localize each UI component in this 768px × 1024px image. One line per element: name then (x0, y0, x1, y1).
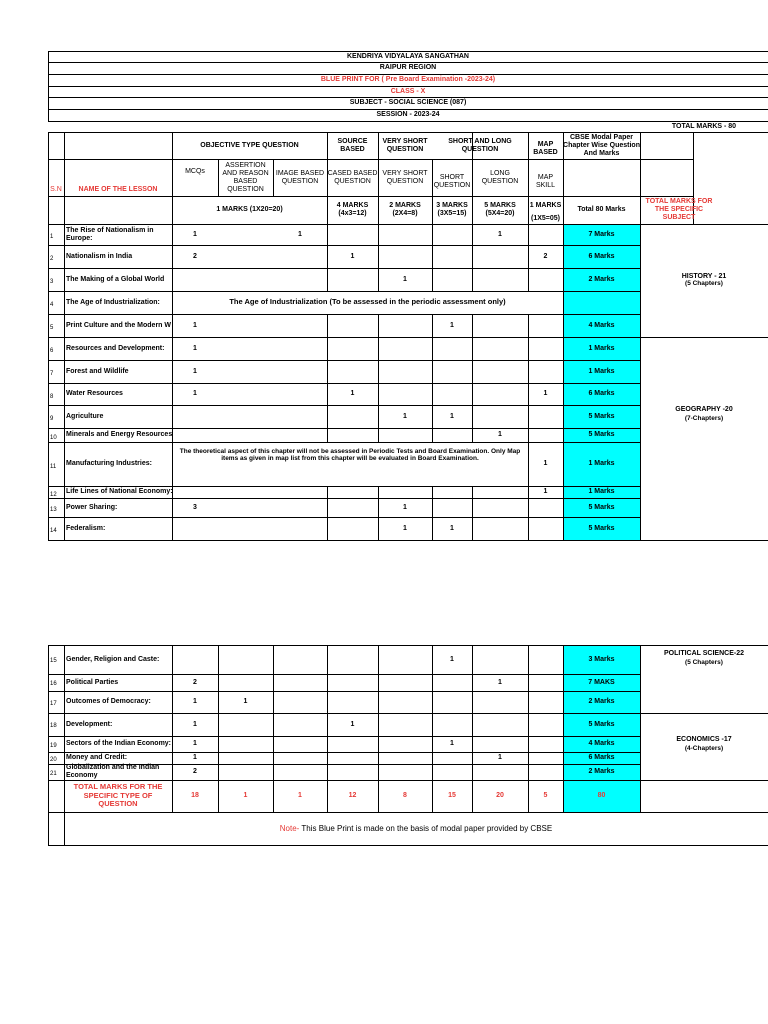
row-mcq-value (172, 224, 218, 245)
row-long-value (472, 428, 528, 442)
row-cased-value (327, 383, 378, 405)
row-sn-value: 5 (50, 325, 54, 331)
row-mcq-value-value: 1 (193, 321, 197, 329)
row-lesson (64, 314, 174, 337)
totals-value-value: 80 (597, 792, 606, 799)
header-region (48, 62, 768, 74)
col-marks2-value: 2 MARKS (2X4=8) (389, 202, 421, 217)
totals-value (528, 780, 563, 812)
footer-note-text: This Blue Print is made on the basis of modal paper provided by CBSE (299, 823, 553, 833)
col-image (273, 159, 327, 196)
row-mcq-value (172, 498, 218, 517)
row-total-value: 5 Marks (588, 503, 615, 511)
row-total (563, 268, 640, 291)
col-marks1map-sub-value: (1X5=05) (531, 215, 560, 222)
row-long-value-value: 1 (498, 431, 502, 438)
row-sn-value: 8 (50, 393, 54, 400)
row-map-value-value: 1 (543, 488, 548, 495)
subject-history-sub (640, 276, 768, 292)
totals-label (64, 780, 172, 812)
row-lesson-value: Money and Credit: (66, 754, 128, 761)
totals-value-value: 15 (448, 792, 456, 799)
col-marks5-value: 5 MARKS (5X4=20) (484, 202, 516, 217)
row-short-value-value: 1 (450, 321, 454, 329)
row-lesson-value: The Making of a Global World (66, 275, 165, 283)
row-mcq-value-value: 1 (193, 344, 197, 352)
row-sn-value: 1 (50, 234, 54, 240)
col-short-long-value: SHORT AND LONG QUESTION (448, 137, 512, 153)
row-total (563, 486, 640, 498)
row-total-value: 2 Marks (588, 698, 615, 705)
row-cased-value-value: 1 (350, 720, 355, 728)
col-objective (172, 132, 327, 159)
row-vs-value-value: 1 (403, 275, 407, 283)
col-line (640, 645, 641, 813)
row-total-value: 2 Marks (588, 275, 615, 283)
col-long-value: LONG QUESTION (481, 169, 519, 185)
row-mcq-value-value: 1 (193, 740, 197, 747)
col-marks4 (327, 196, 378, 224)
totals-value (563, 780, 640, 812)
row-vs-value (378, 498, 432, 517)
totals-value (172, 780, 218, 812)
col-marks1map (528, 196, 563, 216)
col-marks1map-sub (528, 214, 563, 224)
totals-value (432, 780, 472, 812)
row-long-value (472, 674, 528, 691)
row-total (563, 645, 640, 674)
subject-polsci-sub (640, 657, 768, 668)
row-lesson (64, 442, 174, 486)
row-short-value (432, 736, 472, 752)
row-mcq-value-value: 2 (193, 678, 197, 686)
row-total (563, 713, 640, 736)
col-mcq-value: MCQs (185, 168, 205, 175)
col-marks1 (172, 196, 327, 224)
header-total-marks-value: TOTAL MARKS - 80 (671, 122, 737, 130)
row-short-value (432, 405, 472, 428)
row-lesson (64, 752, 174, 764)
totals-value (273, 780, 327, 812)
row-long-value-value: 1 (498, 230, 502, 238)
row-lesson-value: Manufacturing Industries: (66, 460, 152, 467)
row-lesson-value: The Age of Industrialization: (66, 298, 160, 306)
col-cbse (563, 132, 640, 159)
row-total-value: 3 Marks (588, 655, 615, 663)
row-mcq-value-value: 3 (193, 503, 197, 511)
col-map-skill-value: MAP SKILL (535, 174, 556, 189)
row-mcq-value (172, 713, 218, 736)
row-mcq-value (172, 337, 218, 360)
col-marks4-value: 4 MARKS (4x3=12) (336, 202, 369, 217)
col-map-based (528, 135, 563, 162)
subject-history-value: HISTORY - 21 (681, 272, 727, 280)
row-total (563, 736, 640, 752)
col-marks1-value: 1 MARKS (1X20=20) (216, 206, 283, 213)
row-total-value: 1 Marks (588, 367, 615, 375)
row-lesson (64, 383, 174, 405)
row-assert-value-value: 1 (243, 698, 248, 705)
col-cased (327, 159, 378, 196)
row-sn-value: 10 (50, 434, 57, 441)
row-short-value-value: 1 (450, 655, 454, 663)
row-total (563, 752, 640, 764)
row-lesson (64, 428, 174, 442)
header-session-value: SESSION - 2023-24 (376, 111, 440, 118)
row-mcq-value-value: 1 (193, 698, 197, 705)
col-marks5 (472, 196, 528, 224)
row-short-value-value: 1 (450, 524, 454, 532)
row-mcq-value-value: 1 (193, 367, 197, 375)
col-cbse-value: CBSE Modal Paper Chapter Wise Question And Marks (563, 133, 640, 157)
row-vs-value-value: 1 (403, 412, 407, 420)
row-mcq-value (172, 245, 218, 268)
row-total (563, 764, 640, 780)
row-total-value: 7 Marks (588, 230, 615, 238)
subject-geography-value: GEOGRAPHY -20 (675, 406, 733, 413)
row-sn-value: 13 (50, 507, 57, 513)
col-source-value: SOURCE BASED (337, 137, 368, 153)
row-lesson (64, 498, 174, 517)
header-class-value: CLASS - X (390, 87, 426, 95)
row-total (563, 405, 640, 428)
row-lesson (64, 645, 174, 674)
header-org (48, 51, 768, 62)
row-total-value: 1 Marks (588, 344, 615, 352)
row-line (48, 540, 641, 541)
row-lesson (64, 291, 174, 314)
row-note-value: The Age of Industrialization (To be assessed in the periodic assessment only) (229, 297, 506, 307)
row-map-value-value: 2 (543, 252, 548, 260)
col-image-value: IMAGE BASED QUESTION (275, 169, 325, 185)
col-sn-value: S.N (50, 186, 62, 193)
row-short-value-value: 1 (450, 412, 454, 420)
row-lesson-value: Nationalism in India (66, 252, 133, 260)
totals-value (472, 780, 528, 812)
totals-value-value: 5 (543, 792, 548, 799)
col-assertion-value: ASSERTION AND REASON BASED QUESTION (222, 161, 269, 193)
col-marks3 (432, 196, 472, 224)
row-sn-value: 6 (50, 348, 54, 354)
header-region-value: RAIPUR REGION (379, 64, 437, 71)
subject-economics-sub-value: (4-Chapters) (684, 744, 724, 752)
row-lesson (64, 360, 174, 383)
row-vs-value (378, 405, 432, 428)
row-vs-value-value: 1 (403, 524, 407, 532)
row-map-value (528, 442, 563, 486)
subject-polsci-sub-value: (5 Chapters) (685, 658, 723, 666)
row-sn-value: 3 (50, 279, 54, 285)
row-map-value (528, 245, 563, 268)
row-mcq-value-value: 2 (193, 768, 197, 775)
col-very-short-value: VERY SHORT QUESTION (382, 137, 428, 153)
row-total (563, 498, 640, 517)
row-total (563, 314, 640, 337)
header-line (640, 132, 768, 133)
row-sn-value: 15 (50, 658, 57, 664)
col-short-value: SHORT QUESTION (433, 174, 471, 189)
col-map-skill (528, 168, 563, 196)
footer-note-prefix: Note- (279, 823, 300, 833)
row-total (563, 360, 640, 383)
col-mcq (172, 159, 218, 185)
col-vsq-value: VERY SHORT QUESTION (382, 169, 428, 185)
row-lesson (64, 268, 174, 291)
subject-history-sub-value: (5 Chapters) (685, 280, 723, 288)
row-short-value (432, 517, 472, 540)
row-sn-value: 20 (50, 756, 57, 763)
row-total-value: 5 Marks (588, 524, 615, 532)
row-lesson-value: Federalism: (66, 524, 106, 532)
totals-value-value: 1 (298, 792, 302, 799)
row-long-value-value: 1 (498, 678, 502, 686)
row-cased-value-value: 1 (350, 390, 355, 397)
col-marks1map-value: 1 MARKS (529, 202, 562, 209)
row-lesson (64, 337, 174, 360)
row-lesson-value: Outcomes of Democracy: (66, 698, 151, 705)
totals-value-value: 8 (403, 792, 407, 799)
row-lesson-value: Forest and Wildlife (66, 367, 129, 375)
row-lesson-value: Water Resources (66, 390, 123, 397)
col-total-subject-value: TOTAL MARKS FOR THE SPECIFIC SUBJECT (645, 198, 713, 221)
row-lesson-value: Minerals and Energy Resources (66, 431, 173, 438)
row-mcq-value-value: 1 (193, 754, 197, 761)
totals-value (218, 780, 273, 812)
row-sn-value: 16 (50, 681, 57, 687)
row-total-value: 5 Marks (588, 412, 615, 420)
row-mcq-value (172, 691, 218, 713)
header-class (48, 86, 768, 97)
header-subject-value: SUBJECT - SOCIAL SCIENCE (087) (349, 99, 467, 106)
row-total-value: 4 Marks (588, 740, 615, 747)
footer-note (64, 812, 768, 845)
row-vs-value (378, 517, 432, 540)
subject-economics-sub (640, 743, 768, 754)
col-assertion (218, 159, 273, 196)
col-lesson-value: NAME OF THE LESSON (78, 186, 158, 193)
row-sn-value: 17 (50, 700, 57, 707)
row-line (48, 845, 768, 846)
row-total (563, 383, 640, 405)
col-vsq (378, 159, 432, 196)
row-total (563, 224, 640, 245)
row-sn-value: 18 (50, 723, 57, 729)
row-lesson (64, 764, 174, 780)
row-map-value-value: 1 (543, 460, 548, 467)
col-source (327, 132, 378, 159)
row-lesson-value: Resources and Development: (66, 344, 165, 352)
row-lesson (64, 713, 174, 736)
row-lesson (64, 405, 174, 428)
row-cased-value (327, 245, 378, 268)
row-mcq-value (172, 752, 218, 764)
row-mcq-value (172, 360, 218, 383)
row-lesson-value: Development: (66, 720, 113, 728)
row-total-value: 7 MAKS (588, 678, 615, 686)
totals-value (378, 780, 432, 812)
row-total-value: 1 Marks (588, 488, 615, 495)
row-lesson (64, 674, 174, 691)
row-lesson (64, 517, 174, 540)
col-very-short (378, 132, 432, 159)
row-image-value-value: 1 (298, 230, 302, 238)
row-total-value: 5 Marks (588, 431, 615, 438)
row-lesson (64, 736, 174, 752)
row-mcq-value (172, 383, 218, 405)
row-mcq-value (172, 736, 218, 752)
totals-value (327, 780, 378, 812)
header-blueprint (48, 74, 768, 86)
row-mcq-value (172, 674, 218, 691)
row-sn-value: 7 (50, 371, 54, 377)
header-blueprint-value: BLUE PRINT FOR ( Pre Board Examination -2023-24) (320, 76, 496, 83)
row-lesson-value: Political Parties (66, 678, 119, 686)
col-sn (48, 175, 64, 205)
row-lesson-value: Sectors of the Indian Economy: (66, 740, 172, 747)
subject-divider (640, 540, 768, 541)
row-map-value-value: 1 (543, 390, 548, 397)
col-marks3-value: 3 MARKS (3X5=15) (436, 202, 468, 217)
totals-value-value: 12 (348, 792, 357, 799)
row-assert-value (218, 691, 273, 713)
row-sn-value: 14 (50, 528, 57, 534)
totals-value-value: 20 (496, 792, 504, 799)
row-total-value: 5 Marks (588, 720, 615, 728)
row-lesson (64, 245, 174, 268)
col-total80 (563, 196, 640, 224)
col-total-subject (640, 196, 718, 224)
row-lesson (64, 691, 174, 713)
row-mcq-value-value: 1 (193, 390, 197, 397)
subject-economics-value: ECONOMICS -17 (676, 736, 732, 743)
col-lesson (64, 175, 172, 205)
row-lesson-value: Print Culture and the Modern W (66, 321, 171, 329)
row-sn-value: 21 (50, 770, 57, 777)
row-sn-value: 2 (50, 256, 54, 262)
row-mcq-value-value: 1 (193, 720, 197, 728)
col-total80-value: Total 80 Marks (577, 206, 626, 213)
row-sn-value: 9 (50, 416, 54, 422)
row-note-value: The theoretical aspect of this chapter will not be assessed in Periodic Tests and Board Examination. Only Map items as given in map list from this chapter will be evaluated in Board Examination. (179, 447, 521, 462)
row-mcq-value-value: 1 (193, 230, 197, 238)
row-note (172, 442, 528, 468)
header-subject (48, 97, 768, 109)
col-short-long (432, 132, 528, 159)
header-org-value: KENDRIYA VIDYALAYA SANGATHAN (346, 52, 469, 60)
subject-geography-sub (640, 412, 768, 425)
row-lesson-value: Gender, Religion and Caste: (66, 655, 160, 663)
row-note (172, 291, 563, 314)
row-lesson (64, 486, 174, 498)
totals-value-value: 1 (243, 792, 248, 799)
col-map-based-value: MAP BASED (533, 140, 558, 156)
row-image-value (273, 224, 327, 245)
col-objective-value: OBJECTIVE TYPE QUESTION (200, 141, 299, 149)
row-map-value (528, 486, 563, 498)
row-sn-value: 4 (50, 302, 54, 308)
row-short-value (432, 645, 472, 674)
row-mcq-value (172, 764, 218, 780)
row-total (563, 337, 640, 360)
row-short-value-value: 1 (450, 740, 454, 747)
row-total-value: 1 Marks (588, 460, 615, 467)
subject-divider (640, 337, 768, 338)
col-marks2 (378, 196, 432, 224)
row-total (563, 428, 640, 442)
row-lesson-value: Life Lines of National Economy: (66, 488, 173, 495)
row-cased-value (327, 713, 378, 736)
row-long-value (472, 224, 528, 245)
row-short-value (432, 314, 472, 337)
col-short (432, 168, 472, 196)
row-sn-value: 12 (50, 491, 57, 498)
total-cell-bg (564, 292, 640, 314)
row-long-value-value: 1 (498, 754, 502, 761)
row-total (563, 674, 640, 691)
subject-divider (640, 713, 768, 714)
col-line (48, 812, 49, 846)
row-long-value (472, 752, 528, 764)
col-cased-value: CASED BASED QUESTION (327, 169, 378, 185)
subject-geography-sub-value: (7-Chapters) (684, 414, 724, 422)
row-sn-value: 19 (50, 742, 57, 749)
row-vs-value (378, 268, 432, 291)
row-lesson-value: The Rise of Nationalism in Europe: (66, 226, 154, 242)
totals-value-value: 18 (191, 792, 199, 799)
row-sn-value: 11 (50, 463, 57, 470)
row-mcq-value-value: 2 (193, 252, 197, 260)
header-session (48, 109, 768, 121)
row-total (563, 245, 640, 268)
row-lesson-value: Power Sharing: (66, 503, 118, 511)
totals-label-value: TOTAL MARKS FOR THE SPECIFIC TYPE OF QUESTION (73, 782, 163, 809)
row-total (563, 517, 640, 540)
row-lesson-value: Agriculture (66, 412, 104, 420)
row-cased-value-value: 1 (350, 252, 355, 260)
row-total-value: 6 Marks (588, 390, 615, 397)
row-total (563, 442, 640, 486)
row-total-value: 4 Marks (588, 321, 615, 329)
row-lesson-value: Globalization and the Indian Economy (66, 764, 160, 779)
row-map-value (528, 383, 563, 405)
subject-polsci-value: POLITICAL SCIENCE-22 (664, 650, 744, 657)
row-total (563, 691, 640, 713)
row-total-value: 2 Marks (588, 768, 615, 775)
row-lesson (64, 224, 174, 245)
row-total-value: 6 Marks (588, 252, 615, 260)
row-total-value: 6 Marks (588, 754, 615, 761)
row-vs-value-value: 1 (403, 503, 407, 511)
col-long (472, 159, 528, 196)
header-total-marks (640, 121, 768, 132)
row-mcq-value (172, 314, 218, 337)
